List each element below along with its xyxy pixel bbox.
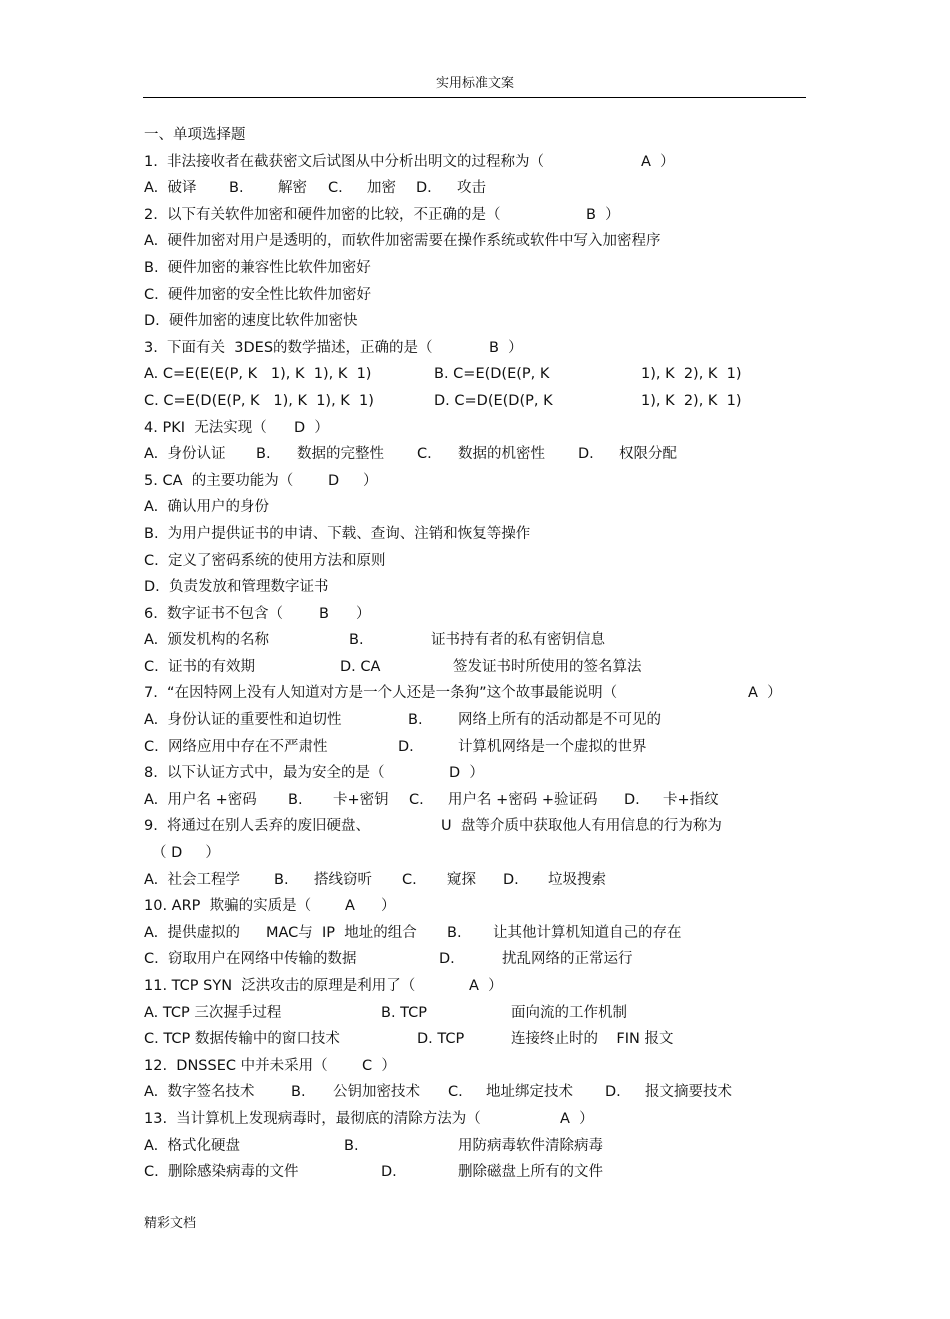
text-segment: B. bbox=[229, 180, 244, 197]
text-segment: B. bbox=[344, 1137, 359, 1154]
text-segment: 一、单项选择题 bbox=[144, 127, 246, 143]
text-segment: A. 身份认证的重要性和迫切性 bbox=[144, 712, 342, 729]
text-line bbox=[144, 255, 824, 282]
text-line bbox=[144, 282, 824, 309]
text-line bbox=[144, 1159, 824, 1186]
text-segment: C. 硬件加密的安全性比软件加密好 bbox=[144, 286, 371, 303]
text-segment: D ） bbox=[449, 765, 484, 782]
text-segment: A ） bbox=[469, 978, 503, 994]
text-segment: B ） bbox=[489, 339, 523, 356]
text-segment: C. 定义了密码系统的使用方法和原则 bbox=[144, 552, 386, 569]
text-segment: C. 证书的有效期 bbox=[144, 658, 255, 675]
question-body bbox=[144, 122, 824, 1186]
text-line bbox=[144, 175, 824, 202]
text-segment: 卡+指纹 bbox=[663, 791, 719, 808]
text-segment: A. TCP 三次握手过程 bbox=[144, 1004, 282, 1021]
text-line bbox=[144, 388, 824, 415]
text-segment: 8. 以下认证方式中，最为安全的是（ bbox=[144, 765, 385, 782]
text-line bbox=[144, 946, 824, 973]
text-segment: D bbox=[328, 472, 340, 489]
text-segment: D. bbox=[416, 180, 432, 197]
text-segment: MAC与 IP 地址的组合 bbox=[266, 924, 417, 941]
text-segment: A. 颁发机构的名称 bbox=[144, 632, 269, 649]
text-segment: A. 提供虚拟的 bbox=[144, 924, 240, 941]
text-segment: 让其他计算机知道自己的存在 bbox=[493, 924, 682, 941]
text-segment: 12. DNSSEC 中并未采用（ bbox=[144, 1057, 328, 1074]
text-segment: D. 硬件加密的速度比软件加密快 bbox=[144, 313, 358, 330]
text-segment: 网络上所有的活动都是不可见的 bbox=[458, 712, 661, 729]
text-line bbox=[144, 308, 824, 335]
text-segment: C. bbox=[409, 791, 424, 808]
text-segment: D. CA bbox=[340, 658, 381, 675]
text-line bbox=[144, 973, 824, 1000]
text-line bbox=[144, 1133, 824, 1160]
text-segment: C. bbox=[417, 446, 432, 463]
text-segment: 垃圾搜索 bbox=[548, 871, 606, 888]
text-segment: 证书持有者的私有密钥信息 bbox=[431, 632, 605, 649]
text-segment: 5. CA 的主要功能为（ bbox=[144, 472, 294, 489]
text-segment: 计算机网络是一个虚拟的世界 bbox=[458, 738, 647, 755]
text-segment: 用户名 +密码 +验证码 bbox=[448, 791, 598, 808]
text-segment: 报文摘要技术 bbox=[645, 1084, 732, 1101]
text-segment: 权限分配 bbox=[619, 446, 677, 463]
text-line bbox=[144, 627, 824, 654]
text-segment: ） bbox=[356, 605, 371, 622]
text-segment: C. 网络应用中存在不严肃性 bbox=[144, 738, 328, 755]
text-segment: 数据的完整性 bbox=[297, 446, 384, 463]
text-segment: D. bbox=[605, 1084, 621, 1101]
text-segment: A. 格式化硬盘 bbox=[144, 1137, 240, 1154]
text-segment: 扰乱网络的正常运行 bbox=[502, 951, 633, 968]
text-segment: D. bbox=[578, 446, 594, 463]
text-line bbox=[144, 149, 824, 176]
text-line bbox=[144, 601, 824, 628]
text-segment: C. 窃取用户在网络中传输的数据 bbox=[144, 951, 357, 968]
text-segment: C. bbox=[328, 180, 343, 197]
text-segment: A. 确认用户的身份 bbox=[144, 499, 269, 516]
text-segment: D. TCP bbox=[417, 1031, 465, 1048]
text-segment: A. 身份认证 bbox=[144, 446, 226, 463]
text-segment: B bbox=[319, 605, 329, 622]
text-segment: D. bbox=[398, 738, 414, 755]
text-line bbox=[144, 1079, 824, 1106]
text-segment: A. 数字签名技术 bbox=[144, 1084, 255, 1101]
text-segment: 面向流的工作机制 bbox=[511, 1004, 627, 1021]
text-segment: ） bbox=[381, 898, 396, 915]
text-line bbox=[144, 1026, 824, 1053]
text-segment: B. bbox=[349, 632, 364, 649]
text-segment: 7. “在因特网上没有人知道对方是一个人还是一条狗”这个故事最能说明（ bbox=[144, 685, 618, 702]
text-segment: 4. PKI 无法实现（ bbox=[144, 419, 267, 436]
text-line bbox=[144, 548, 824, 575]
text-line bbox=[144, 920, 824, 947]
text-segment: 13. 当计算机上发现病毒时，最彻底的清除方法为（ bbox=[144, 1110, 481, 1127]
text-segment: 3. 下面有关 3DES的数学描述，正确的是（ bbox=[144, 339, 433, 356]
page-header: 实用标准文案 bbox=[435, 76, 514, 91]
text-segment: 连接终止时的 FIN 报文 bbox=[511, 1031, 674, 1048]
text-segment: （ D ） bbox=[152, 845, 220, 862]
text-segment: C ） bbox=[362, 1057, 396, 1074]
page-footer: 精彩文档 bbox=[144, 1216, 197, 1231]
text-line bbox=[144, 867, 824, 894]
text-segment: A. 硬件加密对用户是透明的，而软件加密需要在操作系统或软件中写入加密程序 bbox=[144, 233, 661, 250]
text-line bbox=[144, 521, 824, 548]
text-line bbox=[144, 494, 824, 521]
text-segment: B. C=E(D(E(P, K bbox=[434, 366, 550, 383]
text-segment: C. bbox=[402, 871, 417, 888]
text-segment: A ） bbox=[641, 153, 675, 170]
text-segment: B. bbox=[256, 446, 271, 463]
text-segment: 1), K 2), K 1) bbox=[641, 392, 742, 409]
text-line bbox=[144, 361, 824, 388]
text-segment: 10. ARP 欺骗的实质是（ bbox=[144, 898, 312, 915]
text-segment: 11. TCP SYN 泛洪攻击的原理是利用了（ bbox=[144, 978, 416, 994]
text-segment: A. 破译 bbox=[144, 180, 197, 197]
text-segment: B. 硬件加密的兼容性比软件加密好 bbox=[144, 259, 371, 276]
text-segment: 签发证书时所使用的签名算法 bbox=[453, 658, 642, 675]
text-segment: 解密 bbox=[278, 180, 307, 197]
text-segment: 6. 数字证书不包含（ bbox=[144, 605, 284, 622]
text-line bbox=[144, 787, 824, 814]
text-segment: 公钥加密技术 bbox=[333, 1084, 420, 1101]
text-segment: B. bbox=[408, 712, 423, 729]
text-segment: A ） bbox=[748, 685, 782, 702]
text-line bbox=[144, 680, 824, 707]
text-segment: 攻击 bbox=[457, 180, 486, 197]
text-line bbox=[144, 574, 824, 601]
text-segment: A bbox=[345, 898, 355, 915]
text-segment: B. bbox=[447, 924, 462, 941]
text-segment: A. 用户名 +密码 bbox=[144, 791, 257, 808]
text-line bbox=[144, 654, 824, 681]
text-line bbox=[144, 813, 824, 840]
text-segment: A. 社会工程学 bbox=[144, 871, 240, 888]
text-segment: D. bbox=[381, 1164, 397, 1181]
text-segment: C. C=E(D(E(P, K 1), K 1), K 1) bbox=[144, 392, 374, 409]
text-segment: 搭线窃听 bbox=[314, 871, 372, 888]
header-rule bbox=[143, 97, 806, 98]
text-segment: A ） bbox=[560, 1110, 594, 1127]
text-line bbox=[144, 893, 824, 920]
text-line bbox=[144, 760, 824, 787]
text-segment: 卡+密钥 bbox=[333, 791, 389, 808]
text-segment: D. bbox=[624, 791, 640, 808]
text-segment: 1), K 2), K 1) bbox=[641, 366, 742, 383]
text-segment: 用防病毒软件清除病毒 bbox=[458, 1137, 603, 1154]
text-segment: C. bbox=[448, 1084, 463, 1101]
text-segment: D. C=D(E(D(P, K bbox=[434, 392, 553, 409]
text-line bbox=[144, 202, 824, 229]
text-line bbox=[144, 441, 824, 468]
text-line bbox=[144, 734, 824, 761]
text-segment: D. 负责发放和管理数字证书 bbox=[144, 579, 329, 596]
text-segment: 数据的机密性 bbox=[458, 446, 545, 463]
text-segment: D. bbox=[439, 951, 455, 968]
text-segment: D ） bbox=[294, 419, 329, 436]
text-segment: 删除磁盘上所有的文件 bbox=[458, 1164, 603, 1181]
text-segment: 2. 以下有关软件加密和硬件加密的比较，不正确的是（ bbox=[144, 206, 501, 223]
text-line bbox=[144, 1053, 824, 1080]
text-line bbox=[144, 122, 824, 149]
text-segment: B. TCP bbox=[381, 1004, 428, 1021]
text-segment: A. C=E(E(E(P, K 1), K 1), K 1) bbox=[144, 366, 372, 383]
text-segment: C. 删除感染病毒的文件 bbox=[144, 1164, 299, 1181]
text-segment: ） bbox=[363, 472, 378, 489]
text-segment: B. 为用户提供证书的申请、下载、查询、注销和恢复等操作 bbox=[144, 525, 531, 542]
text-segment: D. bbox=[503, 871, 519, 888]
text-line bbox=[144, 840, 824, 867]
text-line bbox=[144, 335, 824, 362]
text-segment: 窥探 bbox=[447, 871, 476, 888]
text-line bbox=[144, 415, 824, 442]
text-segment: B. bbox=[274, 871, 289, 888]
text-line bbox=[144, 1000, 824, 1027]
text-segment: 地址绑定技术 bbox=[486, 1084, 573, 1101]
text-line bbox=[144, 468, 824, 495]
text-segment: B. bbox=[291, 1084, 306, 1101]
text-line bbox=[144, 1106, 824, 1133]
text-segment: U 盘等介质中获取他人有用信息的行为称为 bbox=[441, 818, 722, 835]
text-segment: C. TCP 数据传输中的窗口技术 bbox=[144, 1031, 340, 1048]
text-segment: 1. 非法接收者在截获密文后试图从中分析出明文的过程称为（ bbox=[144, 153, 545, 170]
text-segment: 加密 bbox=[367, 180, 396, 197]
text-line bbox=[144, 228, 824, 255]
text-segment: 9. 将通过在别人丢弃的废旧硬盘、 bbox=[144, 818, 371, 835]
text-segment: B ） bbox=[586, 206, 620, 223]
text-segment: B. bbox=[288, 791, 303, 808]
text-line bbox=[144, 707, 824, 734]
